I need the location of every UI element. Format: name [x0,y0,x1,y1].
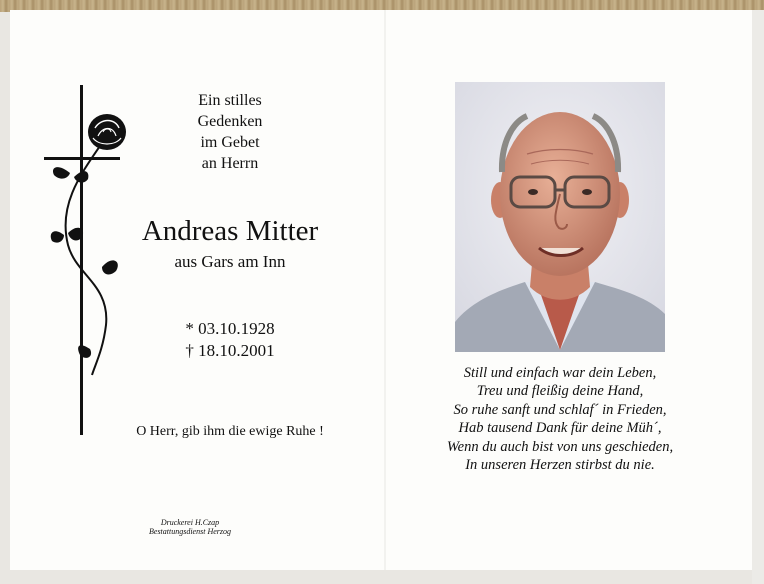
portrait-photo [455,82,665,352]
verse-line: Still und einfach war dein Leben, [463,365,657,381]
life-dates [150,318,310,362]
intro-line: im Gebet [200,134,260,151]
death-date: † 18.10.2001 [185,341,275,360]
memorial-verse [420,364,700,474]
birth-date: * 03.10.1928 [185,319,275,338]
intro-line: an Herrn [201,155,259,172]
verse-line: Hab tausend Dank für deine Müh´, [458,420,662,437]
background-edge [752,10,764,584]
intro-line: Gedenken [197,113,263,130]
intro-line: Ein stilles [198,92,262,109]
printer-line: Druckerei H.Czap [160,518,220,527]
verse-line: In unseren Herzen stirbst du nie. [465,457,655,474]
verse-line: Wenn du auch bist von uns geschieden, [446,438,674,455]
verse-line: So ruhe sanft und schlaf´ in Frieden, [453,401,667,418]
deceased-name: Andreas Mitter [141,215,319,247]
intro-text [170,90,290,174]
prayer-text: O Herr, gib ihm die ewige Ruhe ! [136,424,324,439]
card-fold [384,10,386,570]
printer-line: Bestattungsdienst Herzog [149,527,231,536]
origin-text: aus Gars am Inn [174,252,286,271]
printer-credit [120,518,260,536]
verse-line: Treu und fleißig deine Hand, [476,383,644,400]
cross-with-rose-icon [40,85,130,440]
